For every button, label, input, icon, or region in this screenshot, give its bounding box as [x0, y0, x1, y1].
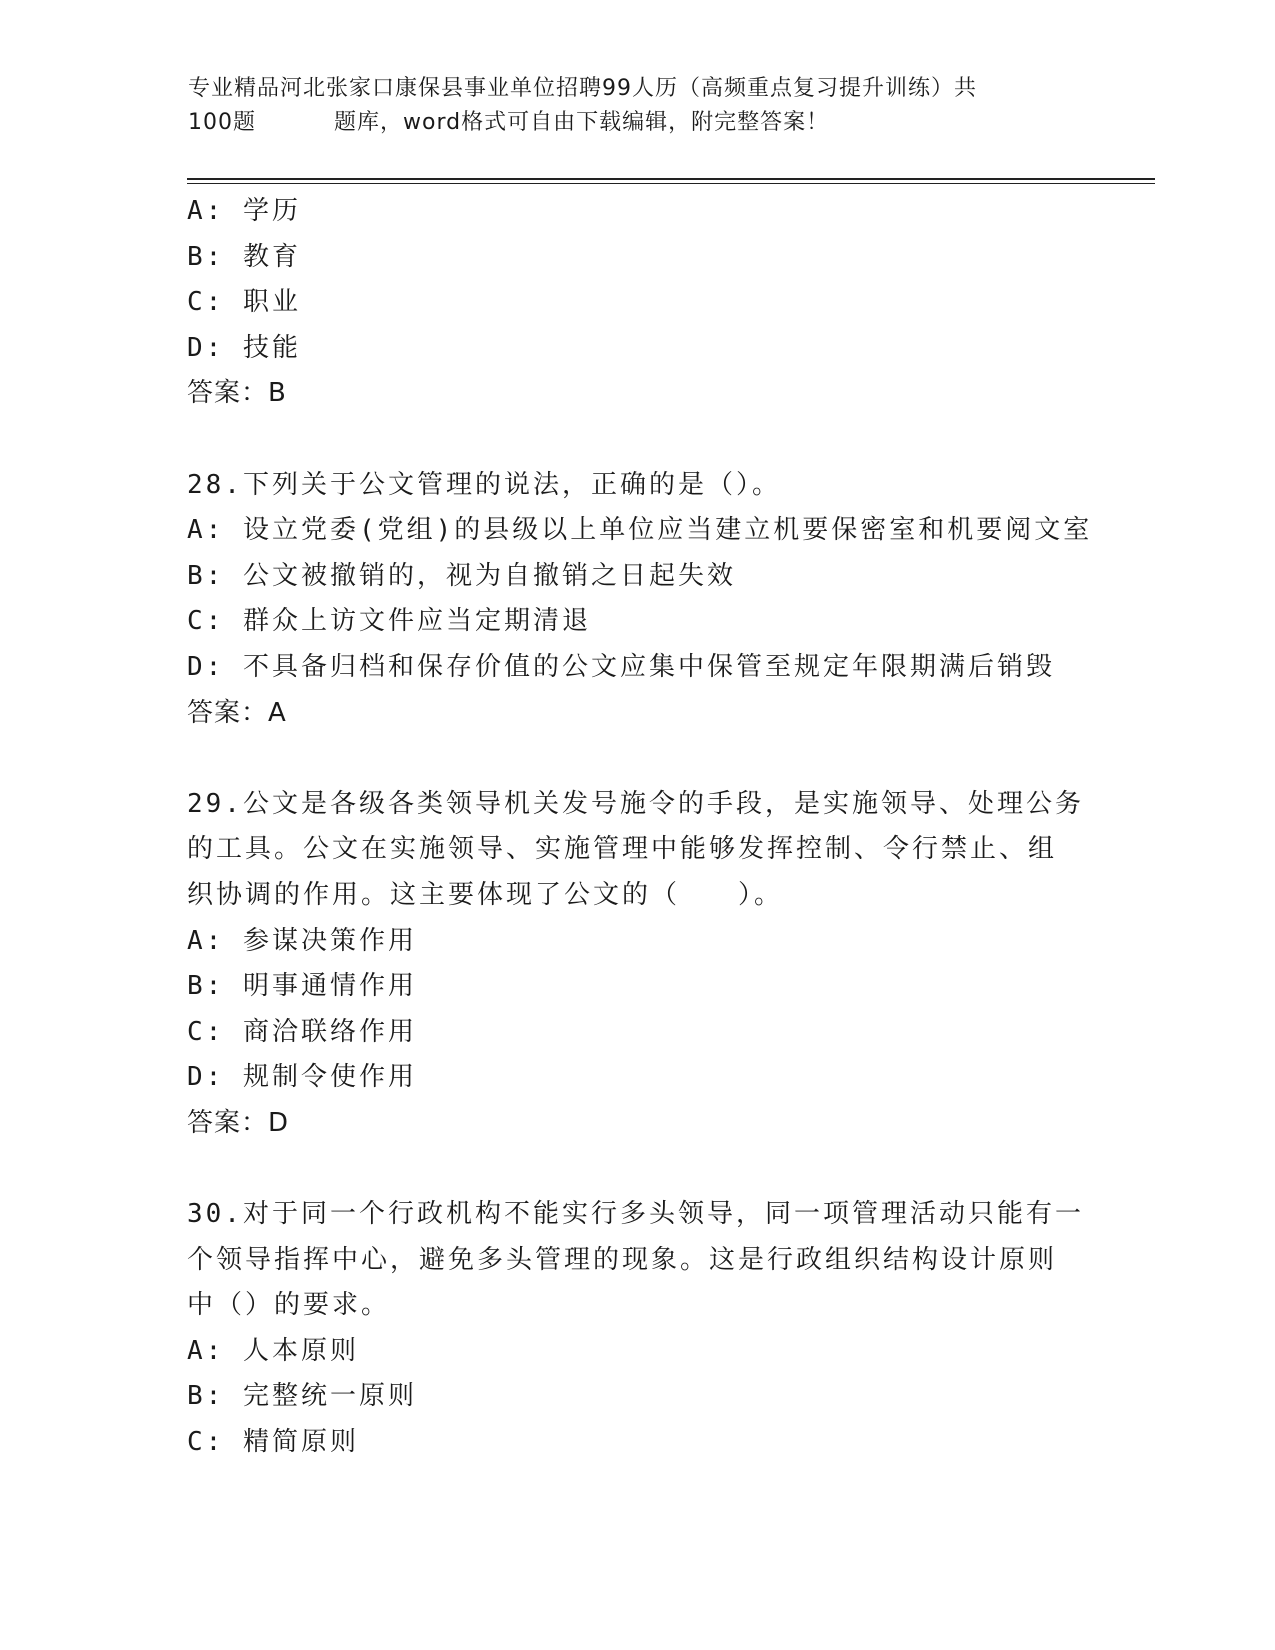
question-stem-line-2: 个领导指挥中心，避免多头管理的现象。这是行政组织结构设计原则	[187, 1244, 1058, 1275]
option-b: B: 明事通情作用	[187, 971, 417, 1002]
question-stem: 28.下列关于公文管理的说法，正确的是（）。	[187, 469, 781, 500]
question-stem-line-1: 29.公文是各级各类领导机关发号施令的手段，是实施领导、处理公务	[187, 788, 1084, 819]
document-header	[188, 72, 1088, 140]
answer: 答案：B	[187, 378, 287, 409]
question-stem-line-1: 30.对于同一个行政机构不能实行多头领导，同一项管理活动只能有一	[187, 1199, 1084, 1230]
option-c: C: 职业	[187, 287, 301, 318]
question-30	[187, 1192, 1087, 1466]
option-c: C: 商洽联络作用	[187, 1016, 417, 1047]
option-a: A: 学历	[187, 196, 301, 226]
option-a: A: 参谋决策作用	[187, 925, 417, 956]
option-b: B: 公文被撤销的，视为自撤销之日起失效	[187, 560, 736, 591]
header-title-line-1: 专业精品河北张家口康保县事业单位招聘99人历（高频重点复习提升训练）共	[188, 76, 977, 101]
question-stem-line-2: 的工具。公文在实施领导、实施管理中能够发挥控制、令行禁止、组	[187, 834, 1058, 865]
header-subtitle: 题库，word格式可自由下载编辑，附完整答案！	[334, 110, 830, 135]
question-stem-line-3: 中（）的要求。	[187, 1290, 391, 1321]
option-d: D: 不具备归档和保存价值的公文应集中保管至规定年限期满后销毁	[187, 651, 1055, 682]
document-body	[187, 189, 1093, 1466]
option-b: B: 完整统一原则	[187, 1381, 417, 1412]
question-29	[187, 782, 1087, 1147]
question-28	[187, 463, 1093, 737]
option-d: D: 技能	[187, 332, 301, 363]
option-c: C: 群众上访文件应当定期清退	[187, 606, 591, 637]
header-divider	[187, 178, 1155, 180]
header-count: 100题	[188, 110, 256, 135]
answer: 答案：D	[187, 1107, 290, 1138]
header-divider-thin	[187, 183, 1155, 184]
answer: 答案：A	[187, 697, 287, 728]
question-27-tail	[187, 189, 1087, 417]
option-b: B: 教育	[187, 241, 301, 272]
question-stem-line-3: 织协调的作用。这主要体现了公文的（ ）。	[187, 879, 784, 910]
option-d: D: 规制令使作用	[187, 1062, 417, 1093]
header-title-line-2	[188, 106, 1088, 140]
option-a: A: 设立党委(党组)的县级以上单位应当建立机要保密室和机要阅文室	[187, 515, 1093, 546]
option-c: C: 精简原则	[187, 1427, 359, 1458]
option-a: A: 人本原则	[187, 1335, 359, 1366]
